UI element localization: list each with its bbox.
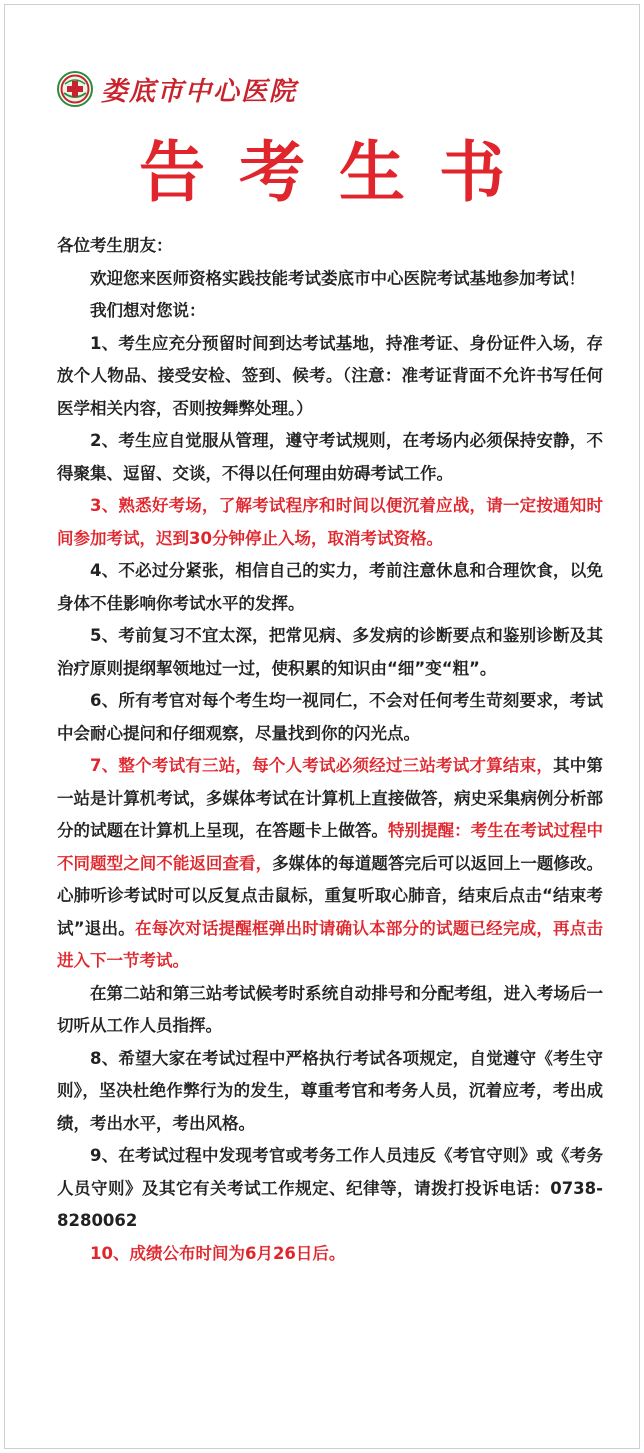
item-7-highlight-3: 在每次对话提醒框弹出时请确认本部分的试题已经完成，再点击进入下一节考试。 (57, 918, 603, 970)
item-7 (57, 750, 603, 978)
item-3: 3、熟悉好考场，了解考试程序和时间以便沉着应战，请一定按通知时间参加考试，迟到30分钟停止入场，取消考试资格。 (57, 496, 603, 548)
salutation: 各位考生朋友： (57, 236, 173, 255)
hospital-logo-icon (57, 71, 93, 107)
poster-frame (4, 4, 640, 1449)
item-2: 2、考生应自觉服从管理，遵守考试规则，在考场内必须保持安静，不得聚集、逗留、交谈，不得以任何理由妨碍考试工作。 (57, 431, 603, 483)
item-7-text-2: 多媒体的每道题答完后可以返回上一题修改。心肺听诊考试时可以反复点击鼠标，重复听取心肺音，结束后点击“结束考试”退出。 (57, 853, 603, 938)
item-9: 9、在考试过程中发现考官或考务工作人员违反《考官守则》或《考务人员守则》及其它有关考试工作规定、纪律等，请拨打投诉电话：0738- 8280062 (57, 1146, 603, 1230)
item-1: 1、考生应充分预留时间到达考试基地，持准考证、身份证件入场，存放个人物品、接受安检、签到、候考。（注意：准考证背面不允许书写任何医学相关内容，否则按舞弊处理。） (57, 333, 603, 418)
page-title: 告考生书 (139, 134, 539, 211)
hospital-header (57, 69, 297, 109)
item-7-text-1: 其中第一站是计算机考试，多媒体考试在计算机上直接做答，病史采集病例分析部分的试题在计算机上呈现，在答题卡上做答。 (57, 756, 603, 840)
station-note: 在第二站和第三站考试候考时系统自动排号和分配考组，进入考场后一切听从工作人员指挥。 (57, 983, 603, 1035)
hospital-name: 娄底市中心医院 (101, 76, 298, 107)
item-6: 6、所有考官对每个考生均一视同仁，不会对任何考生苛刻要求，考试中会耐心提问和仔细观察，尽量找到你的闪光点。 (57, 691, 603, 743)
intro-paragraph: 我们想对您说： (90, 301, 206, 320)
item-10: 10、成绩公布时间为6月26日后。 (90, 1243, 346, 1263)
item-4: 4、不必过分紧张，相信自己的实力，考前注意休息和合理饮食，以免身体不佳影响你考试水平的发挥。 (57, 561, 603, 613)
notice-body (57, 230, 603, 1270)
item-8: 8、希望大家在考试过程中严格执行考试各项规定，自觉遵守《考生守则》，坚决杜绝作弊行为的发生，尊重考官和考务人员，沉着应考，考出成绩，考出水平，考出风格。 (57, 1048, 603, 1133)
item-7-highlight-2: 特别提醒：考生在考试过程中不同题型之间不能返回查看， (57, 821, 603, 873)
item-5: 5、考前复习不宜太深，把常见病、多发病的诊断要点和鉴别诊断及其治疗原则提纲挈领地过一过，使积累的知识由“细”变“粗”。 (57, 626, 603, 678)
item-7-highlight-1: 7、整个考试有三站，每个人考试必须经过三站考试才算结束， (90, 756, 554, 775)
welcome-paragraph: 欢迎您来医师资格实践技能考试娄底市中心医院考试基地参加考试！ (90, 268, 585, 288)
